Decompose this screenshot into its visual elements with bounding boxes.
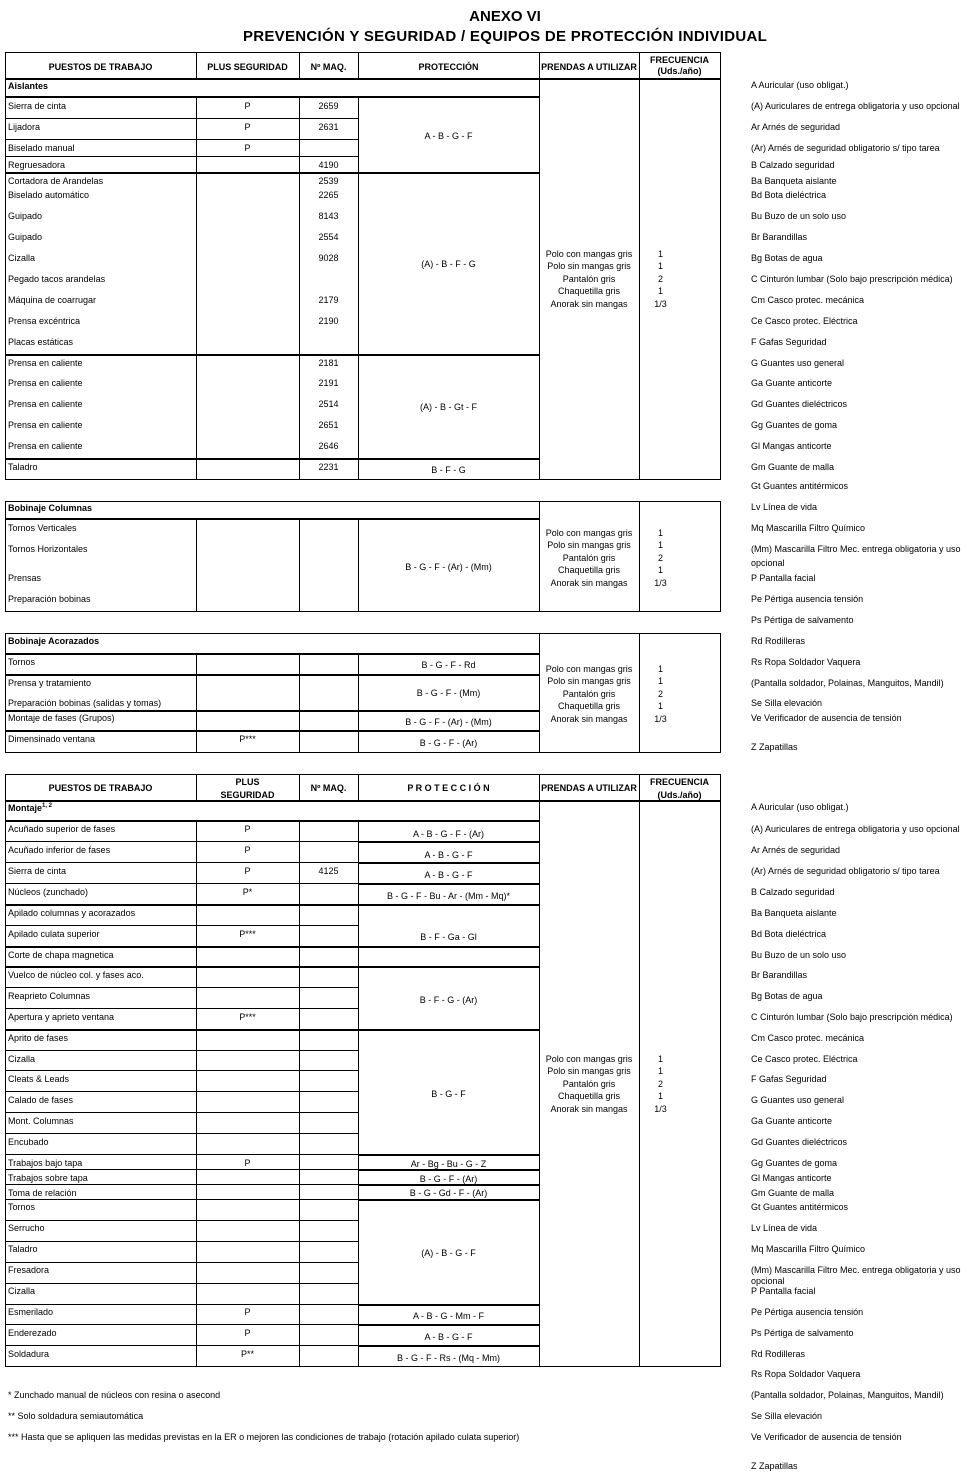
montaje-puesto: Sierra de cinta [8, 866, 67, 876]
row-divider [5, 1070, 358, 1071]
row-divider [5, 156, 358, 157]
aislantes-proteccion: B - F - G [431, 465, 466, 475]
aislantes-prenda: Anorak sin mangas [550, 298, 628, 309]
montaje-prenda: Pantalón gris [562, 1078, 616, 1089]
column-divider [299, 821, 300, 1367]
aislantes-maq: 2631 [318, 122, 339, 132]
legend-item: Mq Mascarilla Filtro Químico [751, 1244, 866, 1254]
aislantes-puesto: Prensa en caliente [8, 420, 83, 430]
aislantes-prenda: Pantalón gris [562, 273, 616, 284]
bobcol-frecuencia: 1 [657, 540, 663, 551]
section-aislantes: Aislantes [8, 81, 49, 91]
aislantes-puesto: Placas estáticas [8, 337, 74, 347]
footnote: * Zunchado manual de núcleos con resina o asecond [8, 1390, 221, 1400]
legend-item: Gg Guantes de goma [751, 1158, 838, 1168]
footnote: *** Hasta que se apliquen las medidas previstas en la ER o mejoren las condiciones de trabajo (rotación apilado culata superior) [8, 1432, 520, 1442]
aislantes-puesto: Biselado automático [8, 190, 90, 200]
aislantes-puesto: Prensa en caliente [8, 378, 83, 388]
aislantes-plus: P [244, 143, 251, 153]
row-divider [5, 1283, 358, 1284]
aislantes-proteccion: A - B - G - F [424, 131, 473, 141]
row-divider [5, 118, 358, 119]
legend-item: Ps Pértiga de salvamento [751, 1328, 854, 1338]
row-divider [5, 730, 539, 732]
legend-item: Ve Verificador de ausencia de tensión [751, 1432, 902, 1442]
montaje-puesto: Vuelco de núcleo col. y fases aco. [8, 970, 144, 980]
column-divider [196, 519, 197, 612]
bobaco-prenda: Pantalón gris [562, 688, 616, 699]
row-divider [5, 1154, 358, 1155]
legend-item: Bg Botas de agua [751, 253, 823, 263]
header-plus-seguridad: PLUS SEGURIDAD [207, 62, 288, 72]
legend-item: Mq Mascarilla Filtro Químico [751, 523, 866, 533]
bobaco-prenda: Anorak sin mangas [550, 713, 628, 724]
aislantes-maq: 9028 [318, 253, 339, 263]
montaje-puesto: Enderezado [8, 1328, 57, 1338]
row-divider [5, 1262, 358, 1263]
row-divider [5, 1091, 358, 1092]
row-divider [5, 674, 539, 676]
legend-item: Z Zapatillas [751, 742, 798, 752]
aislantes-puesto: Prensa en caliente [8, 358, 83, 368]
montaje-proteccion: A - B - G - F [424, 850, 473, 860]
legend-item: A Auricular (uso obligat.) [751, 80, 849, 90]
legend-item: Ba Banqueta aislante [751, 908, 837, 918]
aislantes-maq: 2539 [318, 176, 339, 186]
montaje-proteccion: B - G - F [431, 1089, 466, 1099]
montaje-puesto: Cleats & Leads [8, 1074, 70, 1084]
row-divider [358, 862, 539, 864]
bobcol-prenda: Anorak sin mangas [550, 577, 628, 588]
bobcol-frecuencia: 1 [657, 528, 663, 538]
annex-title: ANEXO VI [469, 8, 541, 25]
legend-item: Gm Guante de malla [751, 462, 835, 472]
column-divider [196, 821, 197, 1367]
montaje-proteccion: Ar - Bg - Bu - G - Z [410, 1159, 487, 1169]
aislantes-frecuencia: 1/3 [654, 298, 667, 309]
header-proteccion: PROTECCIÓN [418, 62, 479, 72]
legend-item: Ar Arnés de seguridad [751, 845, 841, 855]
montaje-frecuencia: 1 [657, 1066, 663, 1077]
column-divider [299, 654, 300, 753]
montaje-puesto: Corte de chapa magnetica [8, 950, 114, 960]
bobcol-puesto: Preparación bobinas [8, 594, 91, 604]
row-divider [358, 1324, 539, 1326]
montaje-puesto: Esmerilado [8, 1307, 54, 1317]
montaje-plus: P [244, 1158, 251, 1168]
montaje-puesto: Acuñado superior de fases [8, 824, 116, 834]
legend-item: Rs Ropa Soldador Vaquera [751, 657, 861, 667]
header-prendas: PRENDAS A UTILIZAR [541, 62, 637, 72]
aislantes-puesto: Pegado tacos arandelas [8, 274, 106, 284]
row-divider [5, 1345, 358, 1346]
header-frecuencia: FRECUENCIA [649, 777, 709, 787]
row-divider [5, 1050, 358, 1051]
montaje-maq: 4125 [318, 866, 339, 876]
montaje-plus: P [244, 1307, 251, 1317]
bobaco-puesto: Preparación bobinas (salidas y tomas) [8, 698, 162, 708]
legend-item: G Guantes uso general [751, 358, 845, 368]
bobcol-frecuencia: 1/3 [654, 577, 667, 588]
legend-item: Gl Mangas anticorte [751, 441, 832, 451]
legend-item: (Ar) Arnés de seguridad obligatorio s/ tipo tarea [751, 143, 940, 153]
header-frecuencia: FRECUENCIA [649, 55, 709, 65]
montaje-puesto: Apilado columnas y acorazados [8, 908, 136, 918]
montaje-proteccion: B - G - F - Rs - (Mq - Mm) [397, 1353, 500, 1363]
montaje-plus: P [244, 845, 251, 855]
row-divider [5, 1220, 358, 1221]
legend-item: Ba Banqueta aislante [751, 176, 837, 186]
footnote: ** Solo soldadura semiautomática [8, 1411, 144, 1421]
bobaco-frecuencia: 1 [657, 701, 663, 712]
row-divider [5, 458, 539, 460]
legend-item: (Pantalla soldador, Polainas, Manguitos, Mandil) [751, 1390, 944, 1400]
legend-item: P Pantalla facial [751, 573, 816, 583]
row-divider [358, 1304, 539, 1306]
row-divider [5, 518, 539, 520]
montaje-proteccion: A - B - G - Mm - F [413, 1311, 484, 1321]
montaje-puesto: Toma de relación [8, 1188, 77, 1198]
montaje-proteccion: B - G - Gd - F - (Ar) [409, 1188, 488, 1198]
montaje-proteccion: A - B - G - F [424, 870, 473, 880]
aislantes-maq: 4190 [318, 160, 339, 170]
montaje-puesto: Fresadora [8, 1265, 50, 1275]
header-seguridad: SEGURIDAD [220, 790, 275, 800]
aislantes-plus: P [244, 122, 251, 132]
legend-item: P Pantalla facial [751, 1286, 816, 1296]
bobaco-prenda: Polo con mangas gris [545, 664, 633, 674]
montaje-prenda: Chaquetilla gris [557, 1091, 621, 1102]
aislantes-puesto: Taladro [8, 462, 38, 472]
row-divider [5, 1184, 358, 1185]
legend-item: opcional [751, 558, 785, 568]
bobaco-proteccion: B - G - F - (Ar) - (Mm) [405, 717, 492, 727]
legend-item: Cm Casco protec. mecánica [751, 295, 865, 305]
montaje-footnote-marker: 1, 2 [42, 803, 53, 809]
aislantes-maq: 2265 [318, 190, 339, 200]
montaje-proteccion: B - F - G - (Ar) [419, 995, 478, 1005]
legend-item: opcional [751, 1276, 785, 1286]
montaje-puesto: Tornos [8, 1202, 36, 1212]
montaje-plus: P [244, 1328, 251, 1338]
row-divider [5, 96, 539, 98]
column-divider [196, 97, 197, 480]
bobaco-puesto: Dimensinado ventana [8, 734, 96, 744]
legend-item: (A) Auriculares de entrega obligatoria y uso opcional [751, 101, 960, 111]
aislantes-puesto: Guipado [8, 211, 43, 221]
header-frecuencia-units: (Uds./año) [657, 66, 702, 76]
row-divider [5, 653, 539, 655]
montaje-prenda: Polo con mangas gris [545, 1054, 633, 1064]
aislantes-puesto: Cortadora de Arandelas [8, 176, 104, 186]
legend-item: Gt Guantes antitérmicos [751, 481, 849, 491]
row-divider [5, 820, 539, 822]
legend-item: Ga Guante anticorte [751, 378, 833, 388]
row-divider [5, 354, 539, 356]
row-divider [358, 883, 539, 885]
legend-item: B Calzado seguridad [751, 887, 835, 897]
legend-item: Bu Buzo de un solo uso [751, 211, 847, 221]
aislantes-maq: 2659 [318, 101, 339, 111]
bobaco-frecuencia: 1/3 [654, 713, 667, 724]
row-divider [358, 1345, 539, 1347]
row-divider [5, 1241, 358, 1242]
row-divider [5, 904, 539, 906]
montaje-proteccion: A - B - G - F [424, 1332, 473, 1342]
legend-item: B Calzado seguridad [751, 160, 835, 170]
legend-item: C Cinturón lumbar (Solo bajo prescripción médica) [751, 1012, 953, 1022]
aislantes-frecuencia: 1 [657, 286, 663, 297]
aislantes-puesto: Máquina de coarrugar [8, 295, 97, 305]
aislantes-puesto: Guipado [8, 232, 43, 242]
bobcol-puesto: Prensas [8, 573, 42, 583]
legend-item: Bu Buzo de un solo uso [751, 950, 847, 960]
legend-item: Gg Guantes de goma [751, 420, 838, 430]
aislantes-maq: 2646 [318, 441, 339, 451]
row-divider [5, 710, 539, 712]
aislantes-maq: 2191 [318, 378, 339, 388]
bobcol-proteccion: B - G - F - (Ar) - (Mm) [405, 562, 492, 572]
aislantes-maq: 2179 [318, 295, 339, 305]
row-divider [5, 1199, 358, 1200]
legend-item: Gm Guante de malla [751, 1188, 835, 1198]
aislantes-puesto: Prensa en caliente [8, 441, 83, 451]
legend-item: Rd Rodilleras [751, 636, 806, 646]
legend-item: Br Barandillas [751, 232, 808, 242]
bobaco-frecuencia: 1 [657, 676, 663, 687]
montaje-prenda: Polo sin mangas gris [547, 1066, 631, 1077]
aislantes-maq: 2554 [318, 232, 339, 242]
legend-item: Se Silla elevación [751, 698, 823, 708]
row-divider [5, 1029, 539, 1031]
montaje-plus: P* [242, 887, 253, 897]
montaje-puesto: Trabajos bajo tapa [8, 1158, 83, 1168]
bobaco-frecuencia: 1 [657, 664, 663, 674]
montaje-frecuencia: 1 [657, 1054, 663, 1064]
document-title: PREVENCIÓN Y SEGURIDAD / EQUIPOS DE PROTECCIÓN INDIVIDUAL [242, 28, 768, 45]
legend-item: Gd Guantes dieléctricos [751, 399, 848, 409]
row-divider [5, 1112, 358, 1113]
aislantes-maq: 2231 [318, 462, 339, 472]
aislantes-maq: 2190 [318, 316, 339, 326]
legend-item: Gt Guantes antitérmicos [751, 1202, 849, 1212]
aislantes-maq: 2514 [318, 399, 339, 409]
montaje-proteccion: (A) - B - G - F [421, 1248, 476, 1258]
row-divider [358, 1199, 539, 1201]
legend-item: C Cinturón lumbar (Solo bajo prescripción médica) [751, 274, 953, 284]
legend-item: Ve Verificador de ausencia de tensión [751, 713, 902, 723]
header-prendas: PRENDAS A UTILIZAR [541, 783, 637, 793]
bobaco-proteccion: B - G - F - Rd [421, 660, 476, 670]
bobaco-prenda: Polo sin mangas gris [547, 676, 631, 687]
legend-item: A Auricular (uso obligat.) [751, 802, 849, 812]
aislantes-frecuencia: 1 [657, 261, 663, 272]
bobaco-puesto: Montaje de fases (Grupos) [8, 713, 115, 723]
montaje-puesto: Soldadura [8, 1349, 50, 1359]
aislantes-maq: 2181 [318, 358, 339, 368]
legend-item: Lv Línea de vida [751, 1223, 818, 1233]
legend-item: (Mm) Mascarilla Filtro Mec. entrega obligatoria y uso [751, 1265, 961, 1275]
aislantes-prenda: Polo sin mangas gris [547, 261, 631, 272]
montaje-puesto: Apertura y aprieto ventana [8, 1012, 115, 1022]
legend-item: (Mm) Mascarilla Filtro Mec. entrega obligatoria y uso [751, 544, 961, 554]
legend-item: Se Silla elevación [751, 1411, 823, 1421]
row-divider [5, 1133, 358, 1134]
montaje-puesto: Reaprieto Columnas [8, 991, 91, 1001]
row-divider [358, 841, 539, 843]
bobcol-frecuencia: 1 [657, 565, 663, 576]
aislantes-maq: 2651 [318, 420, 339, 430]
aislantes-plus: P [244, 101, 251, 111]
legend-item: G Guantes uso general [751, 1095, 845, 1105]
montaje-puesto: Núcleos (zunchado) [8, 887, 89, 897]
column-divider [299, 519, 300, 612]
aislantes-maq: 8143 [318, 211, 339, 221]
montaje-puesto: Mont. Columnas [8, 1116, 74, 1126]
header-puestos: PUESTOS DE TRABAJO [48, 783, 153, 793]
legend-item: Pe Pértiga ausencia tensión [751, 1307, 864, 1317]
montaje-proteccion: B - G - F - Bu - Ar - (Mm - Mq)* [387, 891, 510, 901]
row-divider [5, 1008, 358, 1009]
montaje-puesto: Encubado [8, 1137, 49, 1147]
montaje-plus: P** [240, 1349, 254, 1359]
bobcol-prenda: Polo con mangas gris [545, 528, 633, 538]
bobaco-puesto: Tornos [8, 657, 36, 667]
row-divider [358, 1154, 539, 1156]
legend-item: F Gafas Seguridad [751, 1074, 827, 1084]
bobcol-prenda: Pantalón gris [562, 552, 616, 563]
row-divider [5, 987, 358, 988]
header-proteccion: P R O T E C C I Ó N [407, 783, 490, 793]
aislantes-proteccion: (A) - B - Gt - F [420, 402, 477, 412]
header-plus: PLUS [235, 777, 260, 787]
aislantes-puesto: Sierra de cinta [8, 101, 67, 111]
legend-item: Rd Rodilleras [751, 1349, 806, 1359]
aislantes-puesto: Lijadora [8, 122, 41, 132]
montaje-puesto: Serrucho [8, 1223, 45, 1233]
row-divider [5, 841, 358, 842]
row-divider [5, 862, 358, 863]
montaje-puesto: Taladro [8, 1244, 38, 1254]
montaje-prenda: Anorak sin mangas [550, 1103, 628, 1114]
montaje-plus: P*** [239, 929, 256, 939]
bobaco-prenda: Chaquetilla gris [557, 701, 621, 712]
montaje-puesto: Acuñado inferior de fases [8, 845, 111, 855]
row-divider [5, 883, 358, 884]
legend-item: Gl Mangas anticorte [751, 1173, 832, 1183]
montaje-frecuencia: 1/3 [654, 1103, 667, 1114]
montaje-plus: P*** [239, 1012, 256, 1022]
montaje-frecuencia: 1 [657, 1091, 663, 1102]
legend-item: Ce Casco protec. Eléctrica [751, 1054, 858, 1064]
row-divider [5, 925, 358, 926]
montaje-plus: P [244, 824, 251, 834]
legend-item: Ce Casco protec. Eléctrica [751, 316, 858, 326]
montaje-proteccion: A - B - G - F - (Ar) [413, 829, 484, 839]
legend-item: Gd Guantes dieléctricos [751, 1137, 848, 1147]
row-divider [5, 966, 539, 968]
bobaco-proteccion: B - G - F - (Mm) [416, 688, 481, 698]
montaje-frecuencia: 2 [657, 1078, 663, 1089]
legend-item: (Ar) Arnés de seguridad obligatorio s/ tipo tarea [751, 866, 940, 876]
legend-item: Bg Botas de agua [751, 991, 823, 1001]
header-nmaq: Nº MAQ. [310, 62, 347, 72]
aislantes-prenda: Chaquetilla gris [557, 286, 621, 297]
legend-item: Br Barandillas [751, 970, 808, 980]
montaje-proteccion: B - G - F - (Ar) [419, 1174, 478, 1184]
bobaco-proteccion: B - G - F - (Ar) [419, 738, 478, 748]
aislantes-frecuencia: 1 [657, 249, 663, 259]
legend-item: F Gafas Seguridad [751, 337, 827, 347]
legend-item: Ga Guante anticorte [751, 1116, 833, 1126]
legend-item: Bd Bota dieléctrica [751, 929, 827, 939]
row-divider [5, 139, 358, 140]
legend-item: Cm Casco protec. mecánica [751, 1033, 865, 1043]
header-frecuencia-units: (Uds./año) [657, 790, 702, 800]
montaje-proteccion: B - F - Ga - Gl [420, 932, 477, 942]
row-divider [5, 1324, 358, 1325]
montaje-plus: P [244, 866, 251, 876]
row-divider [5, 1169, 358, 1170]
legend-item: Ps Pértiga de salvamento [751, 615, 854, 625]
montaje-puesto: Aprito de fases [8, 1033, 69, 1043]
bobcol-prenda: Chaquetilla gris [557, 565, 621, 576]
aislantes-prenda: Polo con mangas gris [545, 249, 633, 259]
aislantes-proteccion: (A) - B - F - G [421, 259, 476, 269]
bobaco-puesto: Prensa y tratamiento [8, 678, 92, 688]
header-puestos: PUESTOS DE TRABAJO [48, 62, 153, 72]
legend-item: Lv Línea de vida [751, 502, 818, 512]
bobaco-frecuencia: 2 [657, 688, 663, 699]
row-divider [5, 172, 539, 174]
bobcol-frecuencia: 2 [657, 552, 663, 563]
legend-item: Ar Arnés de seguridad [751, 122, 841, 132]
section-bobinaje-columnas: Bobinaje Columnas [8, 503, 93, 513]
bobcol-prenda: Polo sin mangas gris [547, 540, 631, 551]
row-divider [5, 946, 539, 948]
row-divider [5, 1304, 358, 1305]
legend-item: (Pantalla soldador, Polainas, Manguitos, Mandil) [751, 678, 944, 688]
aislantes-puesto: Biselado manual [8, 143, 75, 153]
legend-item: Pe Pértiga ausencia tensión [751, 594, 864, 604]
legend-item: Rs Ropa Soldador Vaquera [751, 1369, 861, 1379]
montaje-puesto: Trabajos sobre tapa [8, 1173, 88, 1183]
column-divider [358, 97, 359, 480]
aislantes-puesto: Prensa excéntrica [8, 316, 81, 326]
aislantes-puesto: Prensa en caliente [8, 399, 83, 409]
montaje-puesto: Calado de fases [8, 1095, 74, 1105]
bobcol-puesto: Tornos Horizontales [8, 544, 88, 554]
legend-item: Bd Bota dieléctrica [751, 190, 827, 200]
aislantes-frecuencia: 2 [657, 273, 663, 284]
legend-item: (A) Auriculares de entrega obligatoria y uso opcional [751, 824, 960, 834]
header-nmaq: Nº MAQ. [310, 783, 347, 793]
bobaco-plus: P*** [239, 734, 256, 744]
legend-item: Z Zapatillas [751, 1461, 798, 1471]
montaje-puesto: Apilado culata superior [8, 929, 100, 939]
aislantes-puesto: Regruesadora [8, 160, 66, 170]
section-montaje: Montaje$^{1, 2}$ [8, 803, 53, 813]
section-bobinaje-acorazados: Bobinaje Acorazados [8, 636, 100, 646]
montaje-puesto: Cizalla [8, 1054, 36, 1064]
aislantes-puesto: Cizalla [8, 253, 36, 263]
bobcol-puesto: Tornos Verticales [8, 523, 77, 533]
montaje-puesto: Cizalla [8, 1286, 36, 1296]
